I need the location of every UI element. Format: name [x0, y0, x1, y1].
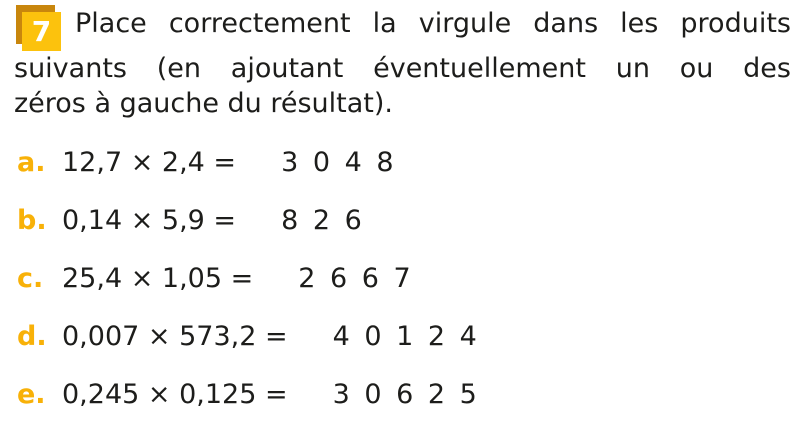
item-result-digits: 3 0 6 2 5: [332, 379, 480, 410]
item-label: d.: [17, 321, 47, 352]
intro-line-2: suivants (en ajoutant éventuellement un ou des: [14, 53, 791, 84]
item-expression: 12,7 × 2,4 =: [62, 147, 237, 178]
item-expression: 0,14 × 5,9 =: [62, 205, 237, 236]
item-label: e.: [17, 379, 46, 410]
item-result-digits: 8 2 6: [281, 205, 365, 236]
exercise-number-badge: 7: [22, 12, 61, 51]
item-result-digits: 2 6 6 7: [298, 263, 414, 294]
exercise-item-c: [14, 263, 791, 295]
exercise-intro: [14, 6, 791, 121]
intro-text-1: Place correctement la virgule dans les produits: [75, 8, 791, 39]
item-result-digits: 4 0 1 2 4: [332, 321, 480, 352]
item-expression: 0,245 × 0,125 =: [62, 379, 288, 410]
exercise-item-b: [14, 205, 791, 237]
item-expression: 25,4 × 1,05 =: [62, 263, 254, 294]
exercise-item-a: [14, 147, 791, 179]
exercise-item-e: [14, 379, 791, 411]
exercise-item-list: [14, 147, 791, 411]
item-label: a.: [17, 147, 46, 178]
intro-line-3: zéros à gauche du résultat).: [14, 88, 394, 119]
intro-line-1: [14, 6, 791, 51]
item-result-digits: 3 0 4 8: [281, 147, 397, 178]
item-expression: 0,007 × 573,2 =: [62, 321, 288, 352]
item-label: c.: [17, 263, 44, 294]
item-label: b.: [17, 205, 47, 236]
exercise-item-d: [14, 321, 791, 353]
